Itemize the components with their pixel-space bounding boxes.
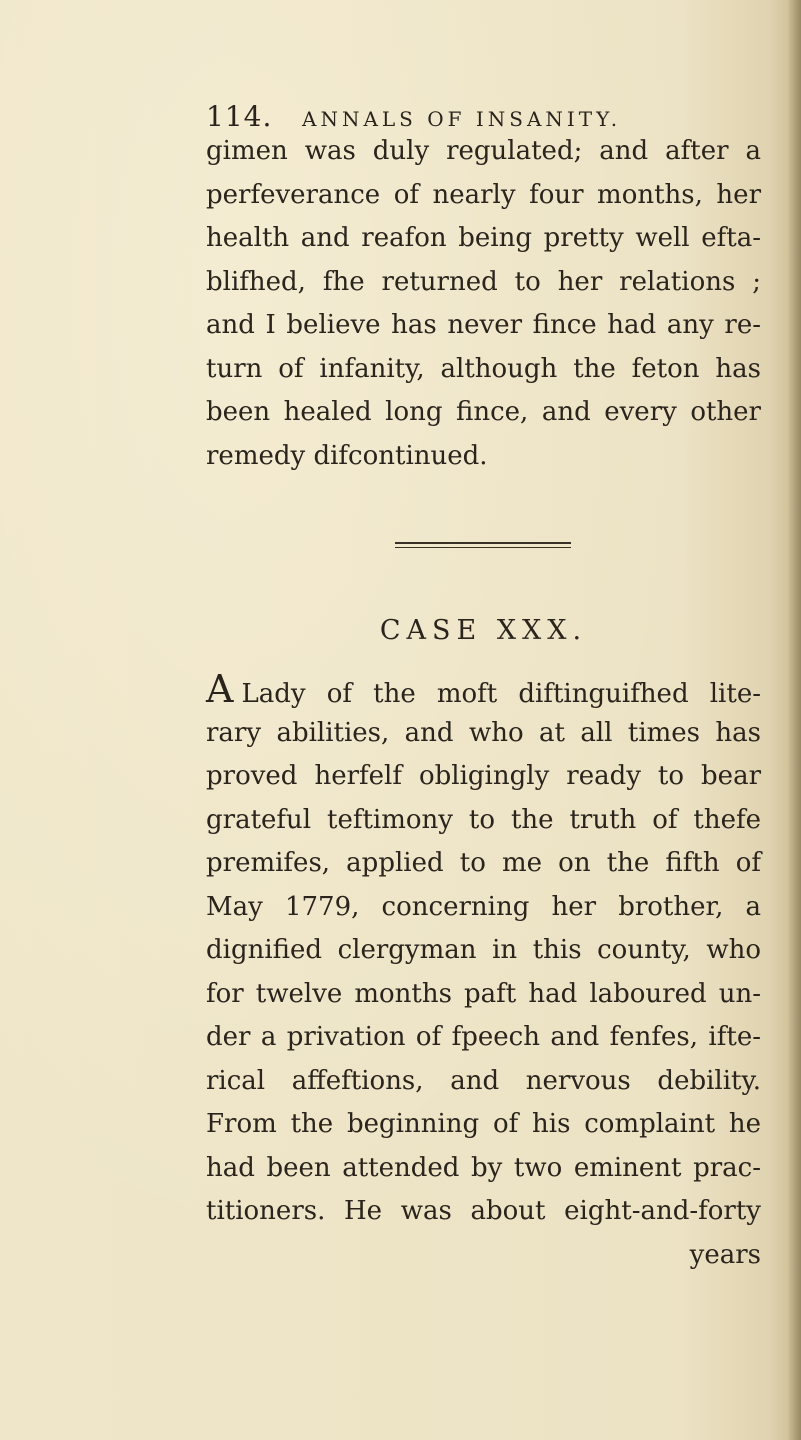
text-line: blifhed, fhe returned to her relations ; xyxy=(206,266,761,297)
text-line: der a privation of fpeech and fenfes, ifte- xyxy=(206,1022,761,1052)
running-head: ANNALS OF INSANITY. xyxy=(302,107,622,131)
drop-letter: A xyxy=(206,667,234,711)
first-line xyxy=(206,668,761,712)
text-line: perfeverance of nearly four months, her xyxy=(206,179,761,210)
section-divider-rule-thin xyxy=(395,547,571,548)
text-line: dignified clergyman in this county, who xyxy=(206,935,761,965)
text-line: health and reafon being pretty well efta- xyxy=(206,223,761,253)
text-line: had been attended by two eminent prac- xyxy=(206,1152,761,1183)
text-line: proved herfelf obligingly ready to bear xyxy=(206,761,761,791)
case-heading: CASE XXX. xyxy=(379,615,588,646)
case-paragraph xyxy=(206,668,761,1277)
text-line: premifes, applied to me on the fifth of xyxy=(206,848,761,878)
text-line: rary abilities, and who at all times has xyxy=(206,717,761,748)
text-line: remedy difcontinued. xyxy=(206,440,488,471)
text-line: been healed long fince, and every other xyxy=(206,397,761,427)
catchword: years xyxy=(689,1239,761,1270)
paragraph-continued xyxy=(206,130,761,478)
text-line: for twelve months paft had laboured un- xyxy=(206,978,761,1009)
text-line: and I believe has never fince had any re- xyxy=(206,310,761,340)
text-line: titioners. He was about eight-and-forty xyxy=(206,1196,761,1226)
text-line: grateful teftimony to the truth of thefe xyxy=(206,804,761,835)
text-line: rical affeftions, and nervous debility. xyxy=(206,1065,761,1096)
text-line: turn of infanity, although the feton has xyxy=(206,353,761,384)
text-line: Lady of the moft diftinguifhed lite- xyxy=(241,679,761,709)
page-edge-shadow xyxy=(787,0,801,1440)
page-number: 114. xyxy=(206,100,273,133)
text-line: From the beginning of his complaint he xyxy=(206,1109,761,1139)
text-line: gimen was duly regulated; and after a xyxy=(206,136,761,166)
section-divider-rule xyxy=(395,542,571,544)
text-line: May 1779, concerning her brother, a xyxy=(206,891,761,922)
